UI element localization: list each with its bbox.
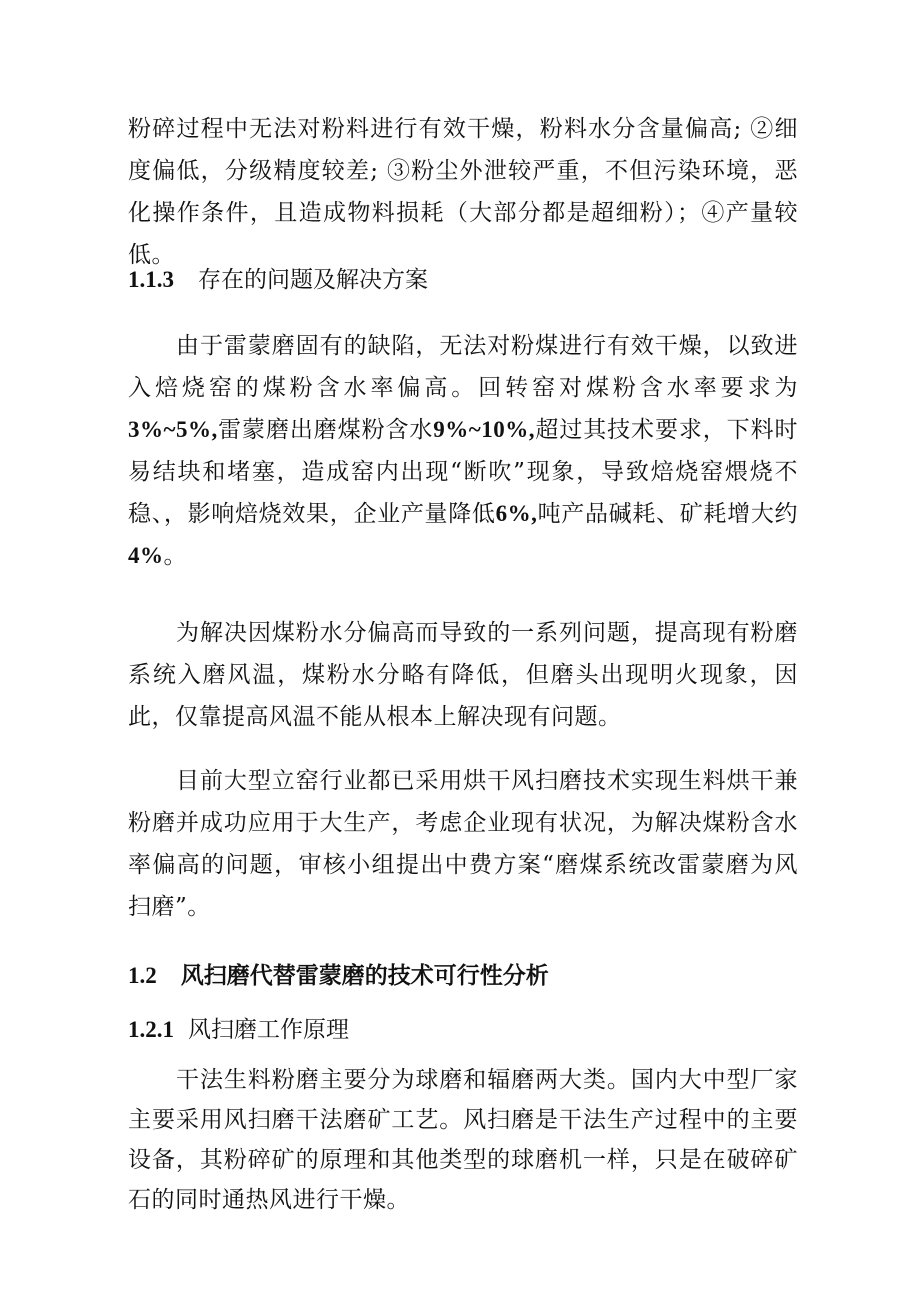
paragraph-plan: 目前大型立窑行业都已采用烘干风扫磨技术实现生料烘干兼粉磨并成功应用于大生产，考虑企业现有状况，为解决煤粉含水率偏高的问题，审核小组提出中费方案“磨煤系统改雷蒙磨为风扫磨”。 <box>128 768 798 920</box>
heading-number: 1.1.3 <box>128 267 174 292</box>
problem-text-2: 雷蒙磨出磨煤粉含水 <box>217 417 434 443</box>
heading-1-1-3 <box>128 262 798 298</box>
paragraph-principle: 干法生料粉磨主要分为球磨和辐磨两大类。国内大中型厂家主要采用风扫磨干法磨矿工艺。风扫磨是干法生产过程中的主要设备，其粉碎矿的原理和其他类型的球磨机一样，只是在破碎矿石的同时通热风进行干燥。 <box>128 1067 798 1213</box>
heading-number: 1.2.1 <box>128 1017 174 1042</box>
paragraph-problem <box>128 325 798 577</box>
problem-text-5: 。 <box>163 543 187 569</box>
problem-text-1: 由于雷蒙磨固有的缺陷，无法对粉煤进行有效干燥，以致进入焙烧窑的煤粉含水率偏高。回转窑对煤粉含水率要求为 <box>128 333 798 401</box>
heading-1-2 <box>128 958 798 994</box>
problem-text-3: 超过其技术要求，下料时易结块和堵塞，造成窑内出现“断吹”现象，导致焙烧窑煨烧不稳、，影响焙烧效果，企业产量降低 <box>128 417 799 527</box>
problem-bold-2: 9%~10%, <box>433 417 536 442</box>
heading-text: 风扫磨代替雷蒙磨的技术可行性分析 <box>180 962 549 989</box>
heading-text: 存在的问题及解决方案 <box>198 267 428 293</box>
problem-bold-1: 3%~5%, <box>128 417 218 442</box>
heading-text: 风扫磨工作原理 <box>188 1017 349 1043</box>
paragraph-solve-attempt: 为解决因煤粉水分偏高而导致的一系列问题，提高现有粉磨系统入磨风温，煤粉水分略有降低，但磨头出现明火现象，因此，仅靠提高风温不能从根本上解决现有问题。 <box>128 620 798 730</box>
paragraph-continued-drawbacks: 粉碎过程中无法对粉料进行有效干燥，粉料水分含量偏高; ②细度偏低，分级精度较差; ③粉尘外泄较严重，不但污染环境，恶化操作条件，且造成物料损耗（大部分都是超细粉）；④产量较低。 <box>128 116 798 268</box>
problem-bold-3: 6%, <box>495 501 538 526</box>
problem-text-4: 吨产品碱耗、矿耗增大约 <box>537 501 799 527</box>
problem-bold-4: 4% <box>128 543 164 568</box>
heading-number: 1.2 <box>128 963 157 988</box>
heading-1-2-1 <box>128 1012 798 1048</box>
